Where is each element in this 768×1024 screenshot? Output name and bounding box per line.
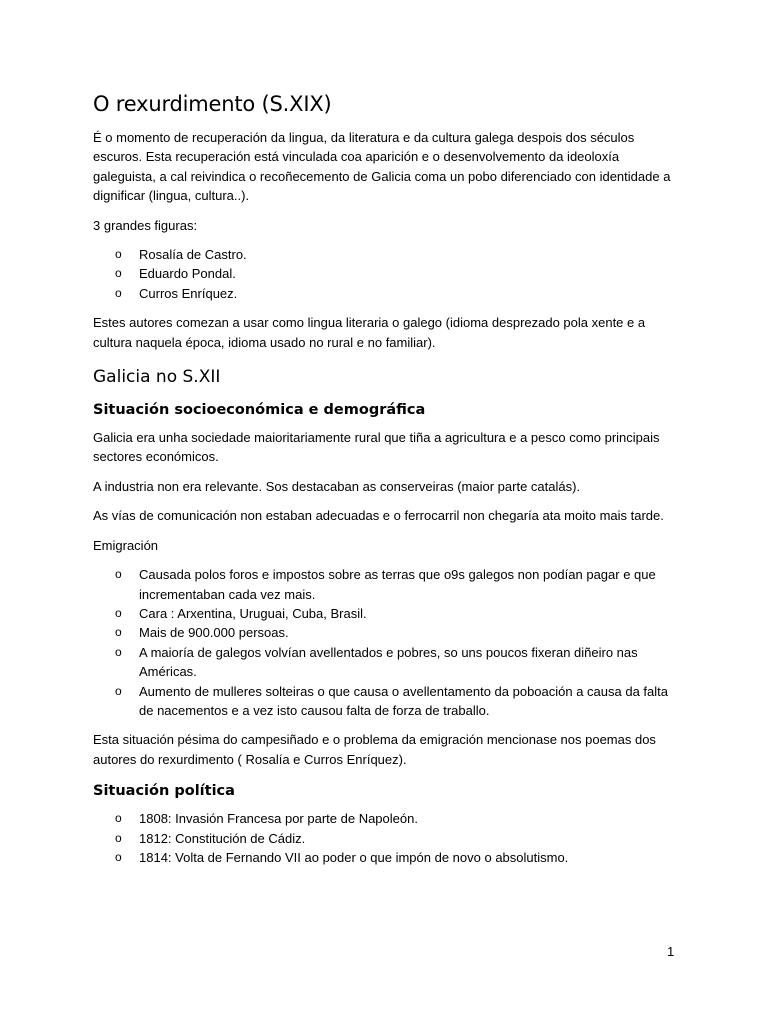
list-item-text: Rosalía de Castro. <box>139 247 247 263</box>
roads-paragraph: As vías de comunicación non estaban adecuadas e o ferrocarril non chegaría ata moito mais tarde. <box>93 508 664 524</box>
bullet-icon: o <box>115 644 122 659</box>
list-item <box>93 809 683 828</box>
list-item <box>93 623 683 642</box>
list-item-text: 1812: Constitución de Cádiz. <box>139 830 306 846</box>
bullet-icon: o <box>115 567 122 582</box>
industry-paragraph: A industria non era relevante. Sos destacaban as conserveiras (maior parte catalás). <box>93 478 581 494</box>
list-item-text: 1808: Invasión Francesa por parte de Napoleón. <box>139 811 418 827</box>
figures-label: 3 grandes figuras: <box>93 217 198 233</box>
bullet-icon: o <box>115 625 122 640</box>
list-item <box>93 565 683 604</box>
subsection-heading-socioeconomic: Situación socioeconómica e demográfica <box>93 402 426 419</box>
subsection-heading-political: Situación política <box>93 783 235 800</box>
political-list <box>93 809 683 867</box>
list-item-text: Curros Enríquez. <box>139 285 238 301</box>
list-item-text: 1814: Volta de Fernando VII ao poder o que impón de novo o absolutismo. <box>139 849 569 865</box>
bullet-icon: o <box>115 247 122 262</box>
section-heading: Galicia no S.XII <box>93 367 221 388</box>
list-item-text: Causada polos foros e impostos sobre as terras que o9s galegos non podían pagar e que incrementaban cada vez mais. <box>139 567 656 602</box>
document-page <box>93 90 683 877</box>
list-item <box>93 604 683 623</box>
bullet-icon: o <box>115 605 122 620</box>
list-item-text: Mais de 900.000 persoas. <box>139 625 289 641</box>
figures-list <box>93 245 683 303</box>
bullet-icon: o <box>115 830 122 845</box>
bullet-icon: o <box>115 285 122 300</box>
list-item <box>93 284 683 303</box>
bullet-icon: o <box>115 849 122 864</box>
situation-paragraph: Esta situación pésima do campesiñado e o problema da emigración mencionase nos poemas dos autores do rexurdimento ( Rosalía e Curros Enríquez). <box>93 732 656 767</box>
emigration-list <box>93 565 683 720</box>
list-item-text: Aumento de mulleres solteiras o que causa o avellentamento da poboación a causa da falta de nacementos e a vez isto causou falta de forza de traballo. <box>139 683 669 718</box>
emigration-label: Emigración <box>93 537 159 553</box>
authors-paragraph: Estes autores comezan a usar como lingua literaria o galego (idioma desprezado pola xente e a cultura naquela época, idioma usado no rural e no familiar). <box>93 315 646 350</box>
list-item-text: A maioría de galegos volvían avellentados e pobres, so uns poucos fixeran diñeiro nas Américas. <box>139 644 638 680</box>
page-number: 1 <box>667 944 675 959</box>
bullet-icon: o <box>115 811 122 826</box>
intro-paragraph: É o momento de recuperación da lingua, da literatura e da cultura galega despois dos séculos escuros. Esta recuperación está vinculada coa aparición e o desenvolvemento da ideoloxía galeguista, a cal reivindica o recoñecemento de Galicia coma un pobo diferenciado con identidade a dignificar (lingua, cultura..). <box>93 130 671 204</box>
list-item <box>93 829 683 848</box>
rural-paragraph: Galicia era unha sociedade maioritariamente rural que tiña a agricultura e a pesco como principais sectores económicos. <box>93 430 660 465</box>
list-item <box>93 682 683 721</box>
list-item-text: Cara : Arxentina, Uruguai, Cuba, Brasil. <box>139 605 367 621</box>
list-item <box>93 264 683 283</box>
bullet-icon: o <box>115 683 122 698</box>
document-title: O rexurdimento (S.XIX) <box>93 92 332 116</box>
bullet-icon: o <box>115 266 122 281</box>
list-item-text: Eduardo Pondal. <box>139 266 236 282</box>
list-item <box>93 848 683 867</box>
list-item <box>93 643 683 682</box>
list-item <box>93 245 683 264</box>
